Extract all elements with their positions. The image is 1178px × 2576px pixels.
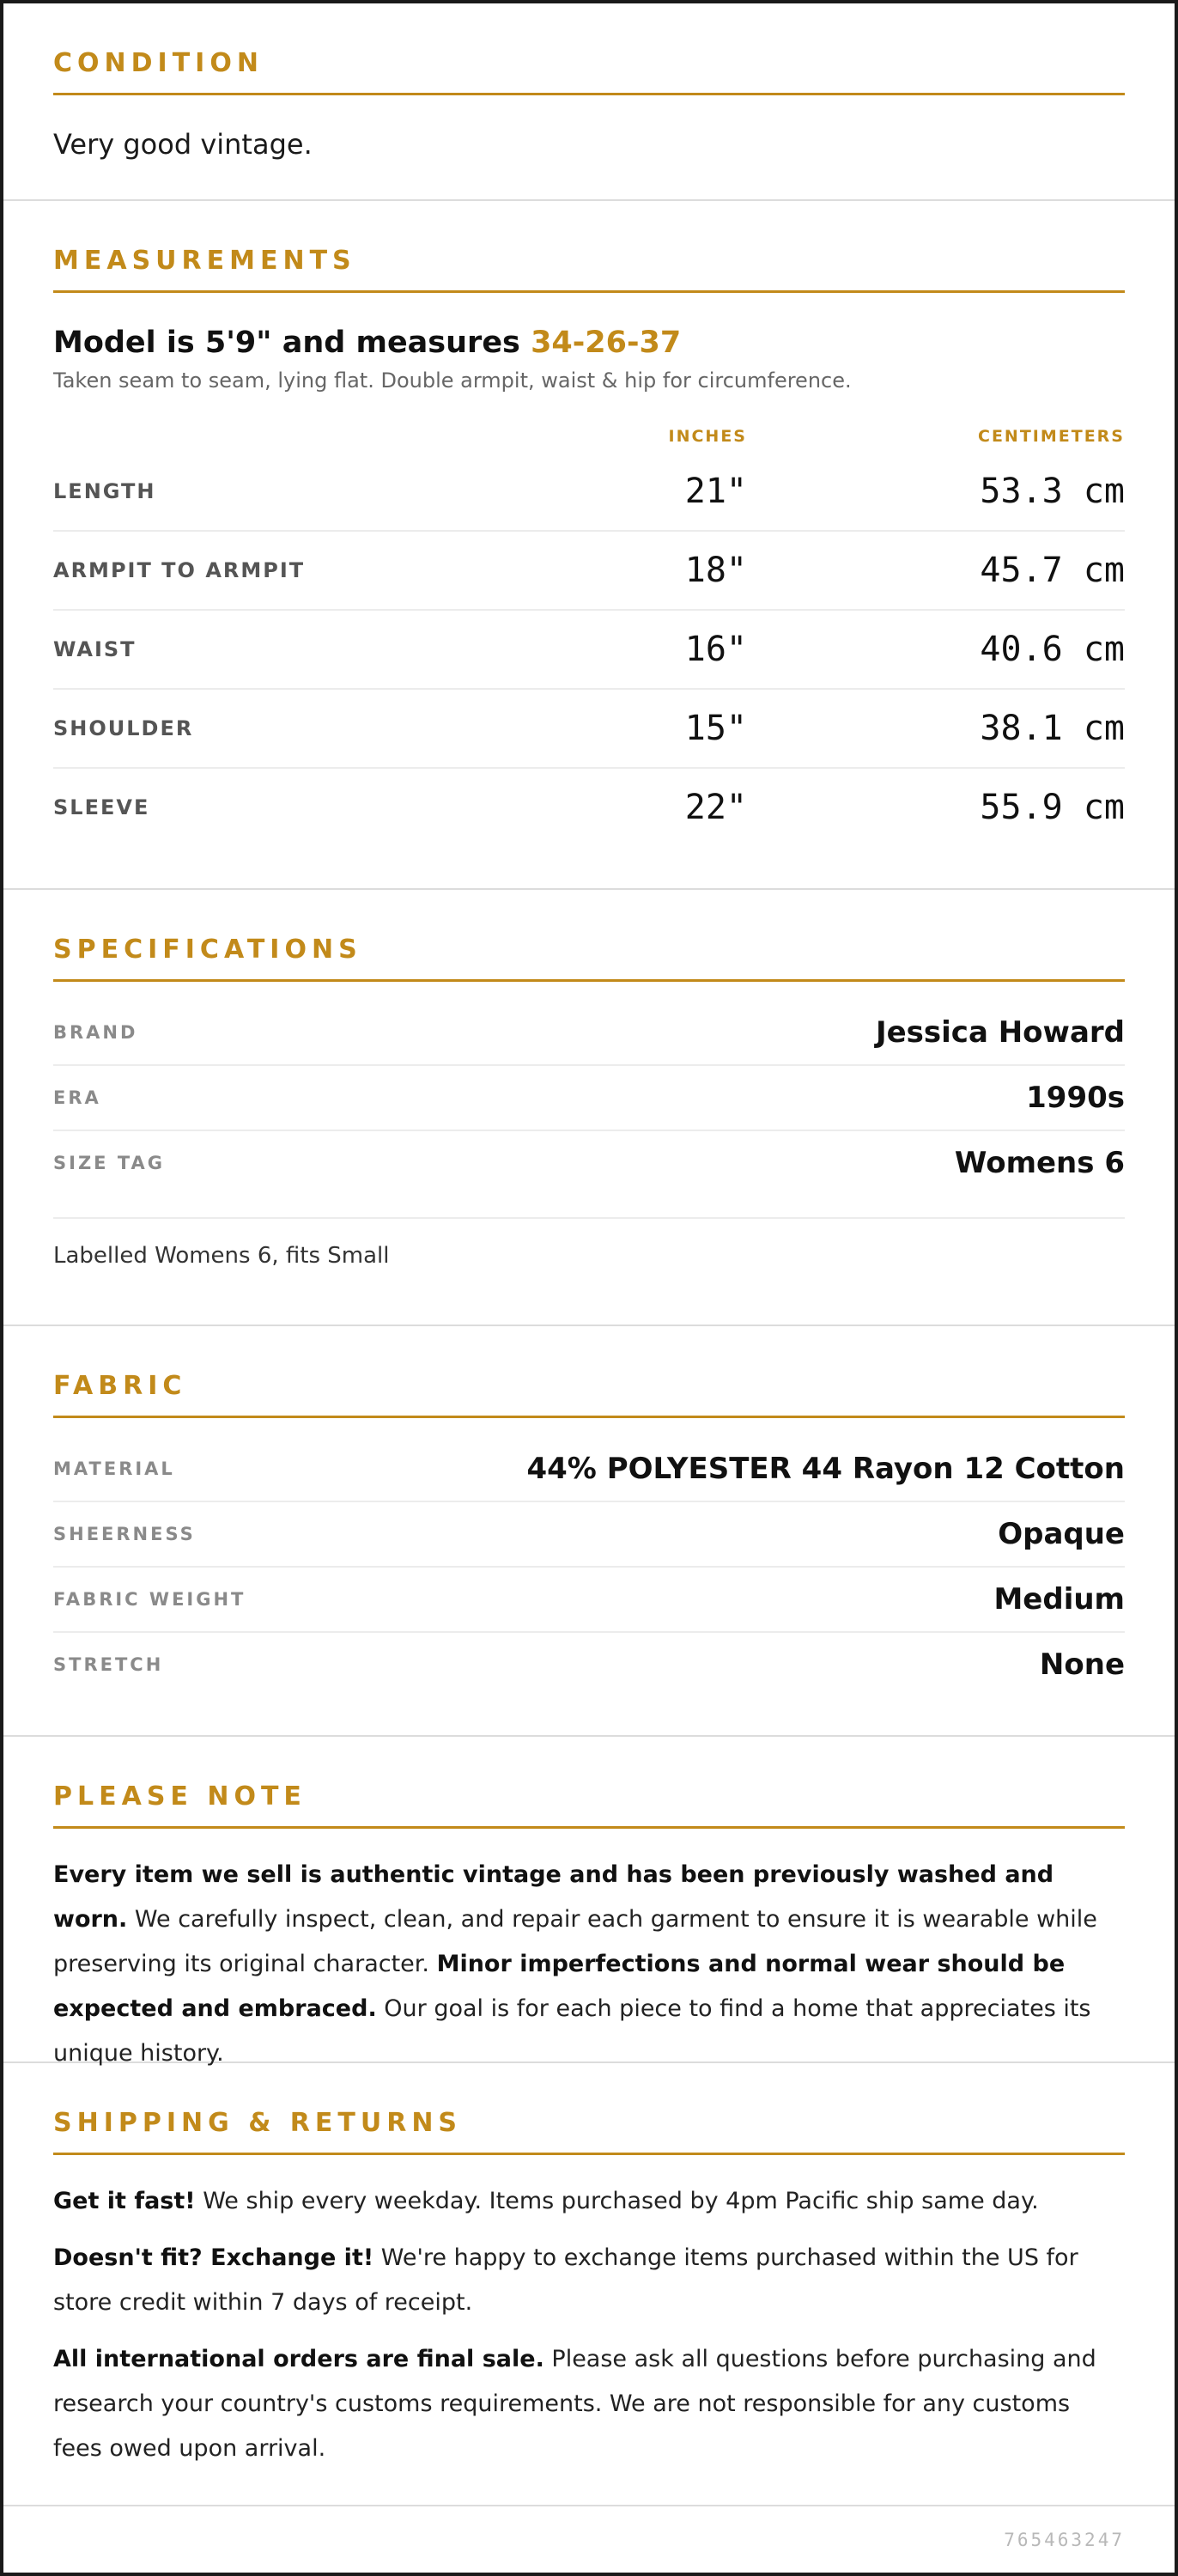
measurement-label: WAIST: [53, 637, 137, 661]
shipping-policy-exchange: [53, 2236, 1125, 2325]
measurement-label: SHOULDER: [53, 716, 194, 740]
shipping-policy-international: [53, 2337, 1125, 2471]
footer: [3, 2506, 1175, 2573]
measurement-inches: 22": [684, 788, 747, 827]
measurement-row-length: [53, 453, 1125, 532]
shipping-returns-section: [3, 2063, 1175, 2506]
size-note: Labelled Womens 6, fits Small: [53, 1217, 1125, 1269]
fabric-row-stretch: [53, 1633, 1125, 1696]
fabric-value: 44% POLYESTER 44 Rayon 12 Cotton: [526, 1452, 1125, 1486]
fabric-row-fabric-weight: [53, 1568, 1125, 1633]
measurement-label: SLEEVE: [53, 795, 150, 819]
fabric-key: FABRIC WEIGHT: [53, 1589, 246, 1610]
note-emphasis-imperfections: Minor imperfections and normal wear should be expected and embraced.: [53, 1951, 1066, 2022]
spec-value: Jessica Howard: [875, 1015, 1125, 1050]
please-note-heading: PLEASE NOTE: [53, 1781, 307, 1812]
note-emphasis-authentic: Every item we sell is authentic vintage and has been previously washed and worn.: [53, 1861, 1054, 1933]
shipping-returns-divider: [53, 2153, 1125, 2155]
fabric-list: [53, 1437, 1125, 1696]
shipping-returns-heading: SHIPPING & RETURNS: [53, 2108, 463, 2138]
measurement-cm: 45.7 cm: [980, 551, 1125, 590]
spec-value: Womens 6: [954, 1146, 1125, 1180]
spec-row-era: [53, 1066, 1125, 1131]
measurement-inches: 18": [684, 551, 747, 590]
fabric-row-material: [53, 1437, 1125, 1502]
spec-key: ERA: [53, 1087, 101, 1108]
inches-column-header: INCHES: [668, 427, 747, 446]
fabric-value: Medium: [993, 1582, 1125, 1617]
measurements-divider: [53, 290, 1125, 293]
please-note-text: [53, 1853, 1125, 2076]
fabric-value: Opaque: [998, 1517, 1125, 1551]
measurements-table: [53, 453, 1125, 846]
spec-key: SIZE TAG: [53, 1153, 166, 1173]
specifications-divider: [53, 979, 1125, 982]
measurement-inches: 21": [684, 472, 747, 511]
measurement-row-sleeve: [53, 769, 1125, 846]
condition-heading: CONDITION: [53, 48, 264, 78]
note-text-inspect: We carefully inspect, clean, and repair each garment to ensure it is wearable while preserving its original character.: [53, 1906, 1097, 1977]
measurement-row-shoulder: [53, 690, 1125, 769]
note-text-goal: Our goal is for each piece to find a home that appreciates its unique history.: [53, 1995, 1091, 2067]
measurement-cm: 53.3 cm: [980, 472, 1125, 511]
specifications-list: [53, 1001, 1125, 1195]
please-note-section: [3, 1737, 1175, 2067]
measurement-label: ARMPIT TO ARMPIT: [53, 558, 306, 582]
measurements-note: Taken seam to seam, lying flat. Double armpit, waist & hip for circumference.: [53, 368, 852, 393]
measurement-label: LENGTH: [53, 479, 156, 503]
measurement-row-armpit-to-armpit: [53, 532, 1125, 611]
please-note-divider: [53, 1826, 1125, 1829]
measurements-table-header: [53, 423, 1125, 449]
shipping-policy-text: We ship every weekday. Items purchased by 4pm Pacific ship same day.: [195, 2188, 1039, 2214]
measurements-heading: MEASUREMENTS: [53, 246, 356, 276]
spec-value: 1990s: [1026, 1081, 1125, 1115]
condition-text: Very good vintage.: [53, 128, 313, 161]
shipping-policy-title: Doesn't fit? Exchange it!: [53, 2244, 374, 2271]
fabric-key: STRETCH: [53, 1654, 164, 1675]
model-measurements: [53, 324, 1125, 362]
measurement-inches: 15": [684, 709, 747, 748]
shipping-policy-text: Please ask all questions before purchasing and research your country's customs requirements. We are not responsible for any customs fees owed upon arrival.: [53, 2346, 1096, 2462]
model-measurements-values: 34-26-37: [531, 326, 682, 360]
specifications-section: [3, 890, 1175, 1326]
centimeters-column-header: CENTIMETERS: [978, 427, 1125, 446]
fabric-divider: [53, 1416, 1125, 1418]
shipping-policy-title: Get it fast!: [53, 2188, 196, 2214]
condition-divider: [53, 93, 1125, 95]
measurement-row-waist: [53, 611, 1125, 690]
measurement-inches: 16": [684, 630, 747, 669]
measurement-cm: 40.6 cm: [980, 630, 1125, 669]
spec-key: BRAND: [53, 1022, 138, 1043]
measurement-cm: 38.1 cm: [980, 709, 1125, 748]
fabric-section: [3, 1326, 1175, 1737]
spec-row-size-tag: [53, 1131, 1125, 1195]
shipping-policy-text: We're happy to exchange items purchased within the US for store credit within 7 days of receipt.: [53, 2244, 1078, 2316]
measurement-cm: 55.9 cm: [980, 788, 1125, 827]
fabric-key: SHEERNESS: [53, 1524, 196, 1544]
product-sku: 765463247: [1004, 2529, 1125, 2550]
fabric-key: MATERIAL: [53, 1459, 175, 1479]
model-measurements-prefix: Model is 5'9" and measures: [53, 326, 520, 360]
shipping-policy-fast: [53, 2179, 1125, 2224]
measurements-section: [3, 201, 1175, 890]
spec-row-brand: [53, 1001, 1125, 1066]
fabric-row-sheerness: [53, 1502, 1125, 1568]
shipping-policy-list: [53, 2179, 1125, 2471]
condition-section: [3, 3, 1175, 201]
shipping-policy-title: All international orders are final sale.: [53, 2346, 544, 2372]
fabric-heading: FABRIC: [53, 1371, 187, 1401]
fabric-value: None: [1039, 1647, 1125, 1682]
specifications-heading: SPECIFICATIONS: [53, 935, 362, 965]
